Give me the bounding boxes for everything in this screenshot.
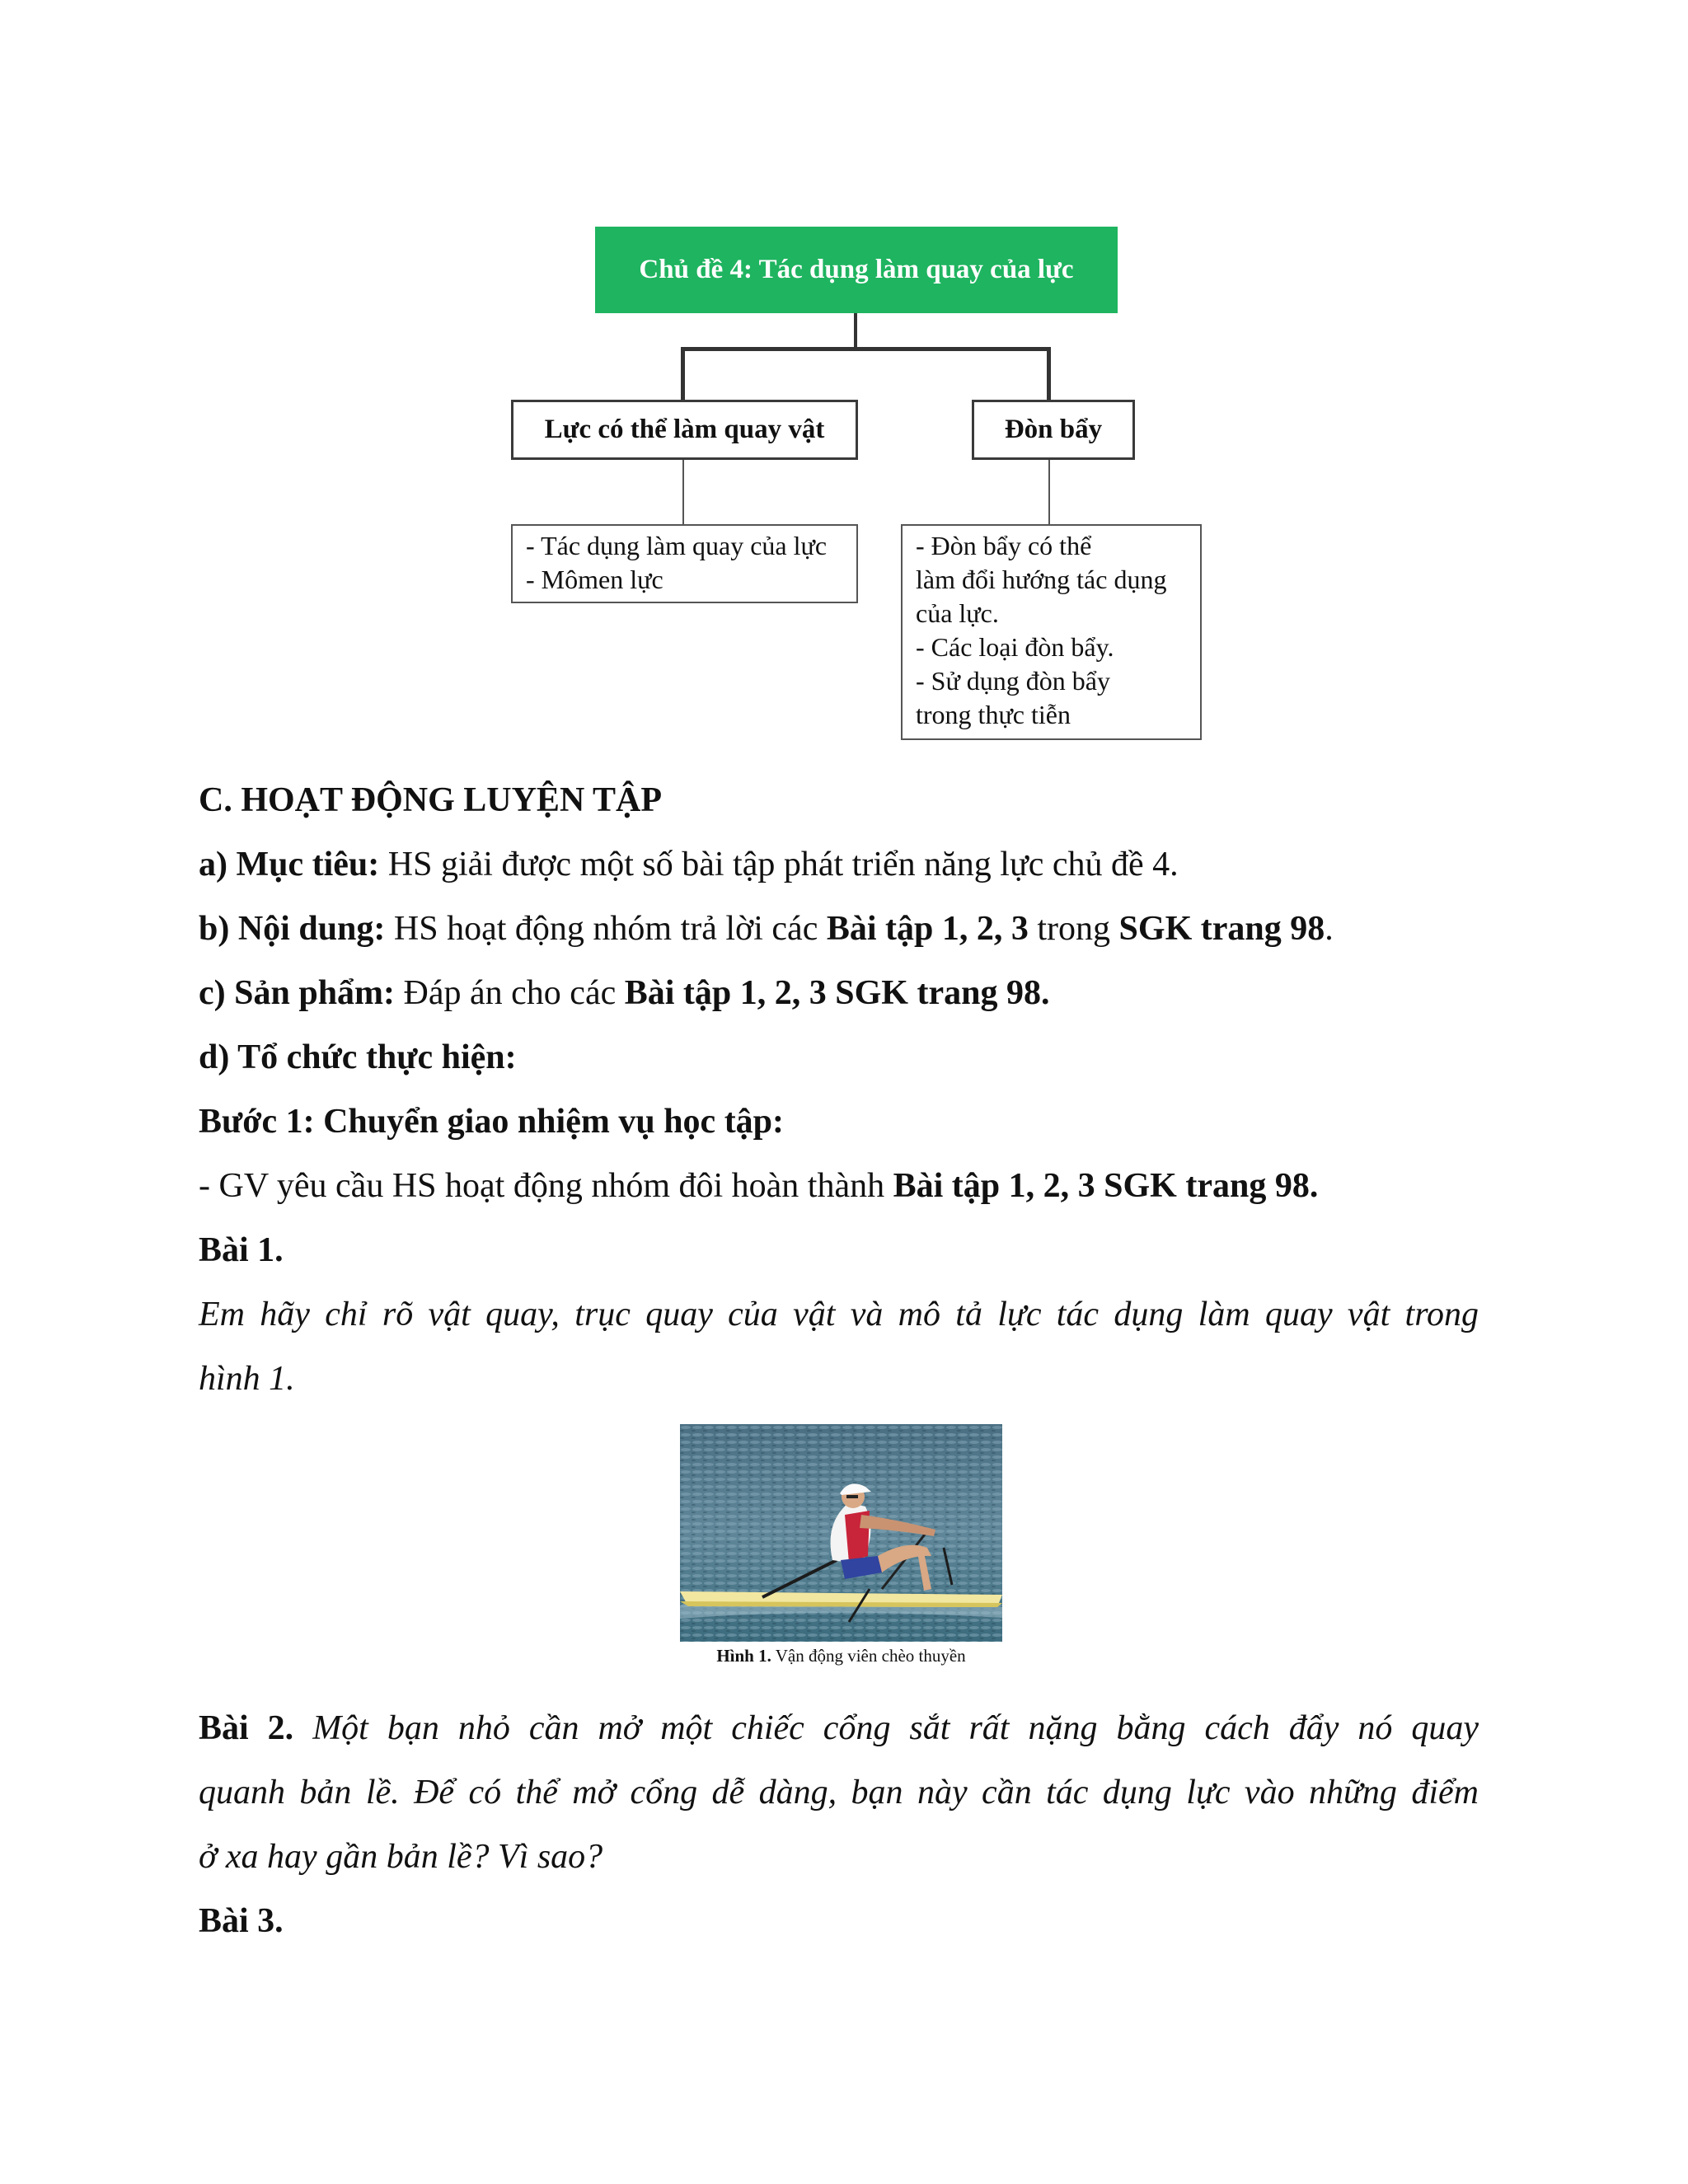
- task-text: - GV yêu cầu HS hoạt động nhóm đôi hoàn thành: [199, 1167, 893, 1205]
- exercise-2-line: quanh bản lề. Để có thể mở cổng dễ dàng, bạn này cần tác dụng lực vào những điểm: [199, 1774, 1479, 1811]
- detail-line: làm đổi hướng tác dụng: [916, 565, 1167, 594]
- exercise-2-text-cont: [199, 1772, 1479, 1813]
- connector-horizontal: [682, 347, 1050, 351]
- task-exercises: Bài tập 1, 2, 3 SGK trang 98.: [893, 1167, 1319, 1205]
- connector-left-leaf: [682, 460, 684, 524]
- exercise-2-title: Bài 2.: [199, 1709, 294, 1747]
- leaf-lever-details: [901, 524, 1202, 740]
- exercise-1-text-cont: [199, 1358, 295, 1399]
- diagram-root: Chủ đề 4: Tác dụng làm quay của lực: [595, 227, 1118, 313]
- goal-label: a) Mục tiêu:: [199, 846, 380, 883]
- content-label: b) Nội dung:: [199, 910, 386, 948]
- exercise-2-line: Một bạn nhỏ cần mở một chiếc cổng sắt rất nặng bằng cách đẩy nó quay: [312, 1709, 1479, 1747]
- organize-label: d) Tổ chức thực hiện:: [199, 1038, 517, 1076]
- product-text: Đáp án cho các: [395, 974, 625, 1012]
- caption-label: Hình 1.: [716, 1646, 771, 1666]
- detail-line: - Mômen lực: [526, 565, 663, 594]
- branch-rotating-force: Lực có thể làm quay vật: [511, 400, 858, 460]
- exercise-1-line: Em hãy chỉ rõ vật quay, trục quay của vật và mô tả lực tác dụng làm quay vật trong: [199, 1296, 1479, 1333]
- detail-line: của lực.: [916, 598, 999, 628]
- exercise-2-text-end: [199, 1836, 603, 1877]
- exercise-1-text: [199, 1294, 1479, 1335]
- step1-label: Bước 1: Chuyển giao nhiệm vụ học tập:: [199, 1103, 785, 1141]
- product-paragraph: [199, 972, 1049, 1014]
- product-exercises: Bài tập 1, 2, 3 SGK trang 98.: [624, 974, 1050, 1012]
- exercise-1-title: Bài 1.: [199, 1231, 284, 1269]
- section-heading: C. HOẠT ĐỘNG LUYỆN TẬP: [199, 781, 663, 819]
- exercise-3-title: Bài 3.: [199, 1902, 284, 1940]
- connector-root-down: [854, 313, 857, 350]
- detail-line: - Các loại đòn bẩy.: [916, 632, 1114, 662]
- figure-caption: [626, 1644, 1056, 1667]
- connector-right-down: [1047, 347, 1051, 400]
- detail-line: - Sử dụng đòn bẩy: [916, 666, 1110, 696]
- exercise-2-line: ở xa hay gần bản lề? Vì sao?: [199, 1838, 603, 1876]
- detail-line: trong thực tiễn: [916, 700, 1071, 729]
- content-text: trong: [1028, 910, 1119, 948]
- content-text: .: [1325, 910, 1334, 948]
- connector-right-leaf: [1048, 460, 1050, 524]
- detail-line: - Đòn bẩy có thể: [916, 531, 1092, 560]
- leaf-rotating-force-details: [511, 524, 858, 603]
- product-label: c) Sản phẩm:: [199, 974, 396, 1012]
- goal-text: HS giải được một số bài tập phát triển năng lực chủ đề 4.: [379, 846, 1179, 883]
- concept-diagram: [0, 0, 1688, 742]
- caption-text: Vận động viên chèo thuyền: [771, 1646, 966, 1666]
- exercise-1-line: hình 1.: [199, 1360, 295, 1398]
- exercise-2-paragraph: [199, 1708, 1479, 1749]
- task-paragraph: [199, 1165, 1318, 1207]
- branch-lever: Đòn bẩy: [972, 400, 1135, 460]
- detail-line: - Tác dụng làm quay của lực: [526, 531, 828, 560]
- content-textbook-page: SGK trang 98: [1118, 910, 1325, 948]
- content-exercises: Bài tập 1, 2, 3: [826, 910, 1029, 948]
- goal-paragraph: [199, 844, 1179, 885]
- content-paragraph: [199, 908, 1334, 949]
- connector-left-down: [681, 347, 685, 400]
- content-text: HS hoạt động nhóm trả lời các: [385, 910, 827, 948]
- rowing-photo: [680, 1424, 1002, 1642]
